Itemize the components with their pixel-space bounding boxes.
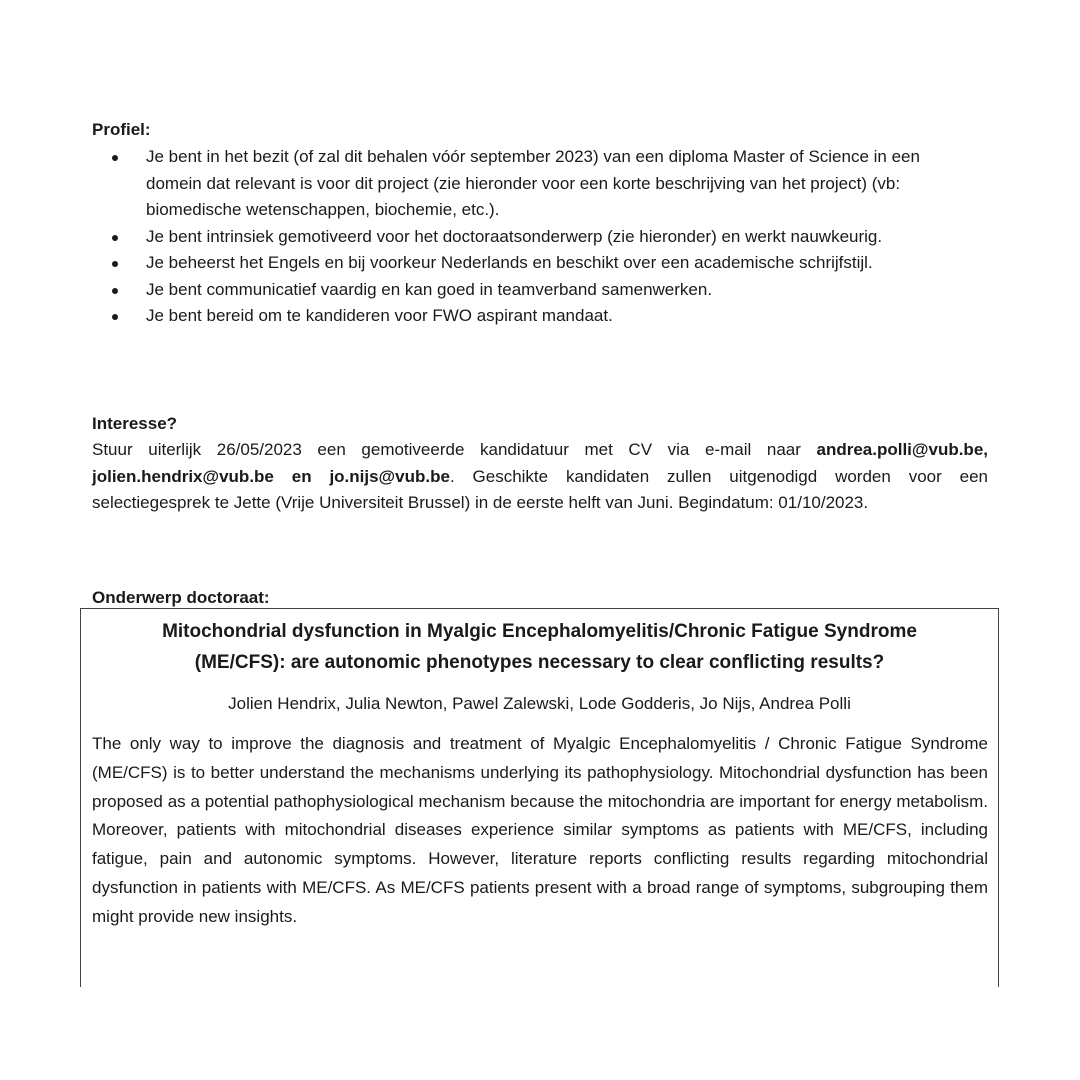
- bullet-icon: [112, 235, 118, 241]
- topic-authors: Jolien Hendrix, Julia Newton, Pawel Zalewski, Lode Godderis, Jo Nijs, Andrea Polli: [228, 694, 851, 713]
- profiel-item-text: Je bent in het bezit (of zal dit behalen vóór september 2023) van een diploma Master of Science in een domein dat relevant is voor dit project (zie hieronder voor een korte beschrijving van het project) (vb: biomedische wetenschappen, biochemie, etc.).: [146, 147, 920, 219]
- profiel-item-text: Je bent bereid om te kandideren voor FWO aspirant mandaat.: [146, 306, 613, 325]
- topic-abstract: The only way to improve the diagnosis and treatment of Myalgic Encephalomyelitis / Chronic Fatigue Syndrome (ME/CFS) is to better understand the mechanisms underlying its pathophysiology. Mitochondrial dysfunction has been proposed as a potential pathophysiological mechanism because the mitochondria are important for energy metabolism. Moreover, patients with mitochondrial diseases experience similar symptoms as patients with ME/CFS, including fatigue, pain and autonomic symptoms. However, literature reports conflicting results regarding mitochondrial dysfunction in patients with ME/CFS. As ME/CFS patients present with a broad range of symptoms, subgrouping them might provide new insights.: [92, 734, 988, 926]
- onderwerp-heading: Onderwerp doctoraat:: [92, 588, 270, 607]
- interesse-paragraph: [92, 437, 988, 517]
- topic-title-line-2: (ME/CFS): are autonomic phenotypes necessary to clear conflicting results?: [194, 652, 885, 673]
- bullet-icon: [112, 288, 118, 294]
- bullet-icon: [112, 261, 118, 267]
- profiel-item-text: Je bent intrinsiek gemotiveerd voor het doctoraatsonderwerp (zie hieronder) en werkt nauwkeurig.: [146, 226, 883, 246]
- topic-title-line-1: Mitochondrial dysfunction in Myalgic Encephalomyelitis/Chronic Fatigue Syndrome: [162, 621, 917, 642]
- interesse-text-before: Stuur uiterlijk 26/05/2023 een gemotiveerde kandidatuur met CV via e-mail naar: [92, 440, 817, 459]
- bullet-icon: [112, 155, 118, 161]
- interesse-heading: Interesse?: [92, 414, 178, 433]
- profiel-list: [92, 144, 952, 330]
- contact-emails[interactable]: andrea.polli@vub.be, jolien.hendrix@vub.be en jo.nijs@vub.be: [92, 440, 988, 486]
- profiel-heading: Profiel:: [92, 120, 151, 139]
- topic-title: [81, 616, 998, 678]
- profiel-item-text: Je beheerst het Engels en bij voorkeur Nederlands en beschikt over een academische schrijfstijl.: [146, 253, 873, 272]
- page-cutoff: [0, 987, 1080, 1080]
- topic-box: [80, 608, 999, 1008]
- profiel-item-text: Je bent communicatief vaardig en kan goed in teamverband samenwerken.: [146, 279, 713, 299]
- list-item: [92, 303, 952, 330]
- list-item: [92, 144, 952, 224]
- list-item: [92, 277, 952, 304]
- interesse-text-after: . Geschikte kandidaten zullen uitgenodigd worden voor een selectiegesprek te Jette (Vrije Universiteit Brussel) in de eerste helft van Juni. Begindatum: 01/10/2023.: [92, 466, 988, 512]
- bullet-icon: [112, 314, 118, 320]
- list-item: [92, 224, 952, 251]
- list-item: [92, 250, 952, 277]
